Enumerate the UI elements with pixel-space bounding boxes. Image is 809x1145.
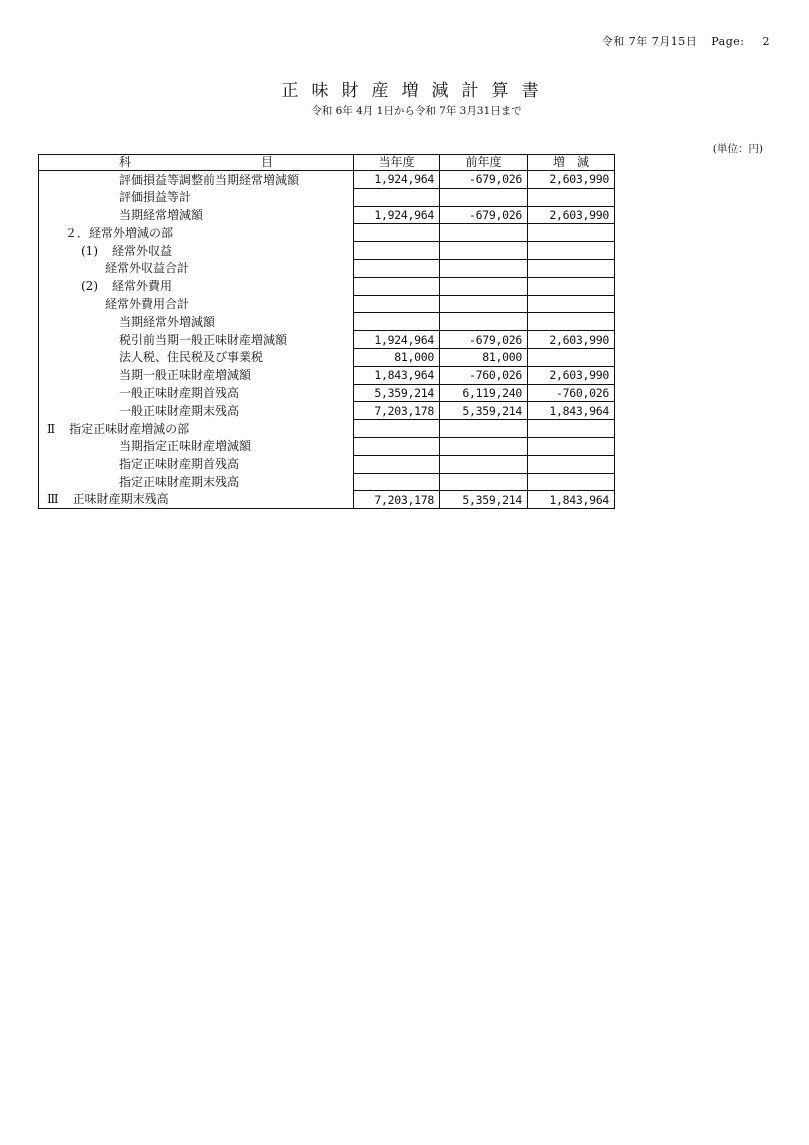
table-row (39, 295, 615, 313)
cell-current: 5,359,214 (354, 384, 440, 402)
cell-change: 1,843,964 (528, 491, 615, 509)
cell-change: 2,603,990 (528, 206, 615, 224)
cell-current: 1,924,964 (354, 171, 440, 189)
cell-change (528, 295, 615, 313)
row-label: 経常外費用 (112, 279, 173, 294)
page-number: 2 (762, 35, 770, 48)
row-label: 当期一般正味財産増減額 (39, 366, 354, 384)
cell-previous: -679,026 (440, 171, 528, 189)
cell-current (354, 242, 440, 260)
cell-change: 2,603,990 (528, 366, 615, 384)
cell-current: 1,924,964 (354, 331, 440, 349)
report-header-date (560, 33, 770, 49)
cell-previous: -679,026 (440, 206, 528, 224)
table-row (39, 277, 615, 295)
cell-change (528, 188, 615, 206)
cell-previous (440, 259, 528, 277)
table-row (39, 348, 615, 366)
cell-change (528, 242, 615, 260)
table-row (39, 259, 615, 277)
cell-change (528, 259, 615, 277)
row-label: 正味財産期末残高 (72, 492, 169, 507)
cell-previous: 5,359,214 (440, 402, 528, 420)
cell-change (528, 420, 615, 438)
table-row (39, 491, 615, 509)
cell-change: 2,603,990 (528, 331, 615, 349)
cell-current: 7,203,178 (354, 491, 440, 509)
column-header-item (39, 155, 354, 171)
row-label: 評価損益等調整前当期経常増減額 (39, 171, 354, 189)
section-heading: ２．経常外増減の部 (39, 224, 354, 242)
row-label: 当期指定正味財産増減額 (39, 437, 354, 455)
row-label-group (39, 277, 354, 295)
section-number: Ⅱ (47, 421, 56, 436)
cell-previous (440, 224, 528, 242)
cell-current (354, 473, 440, 491)
cell-current (354, 437, 440, 455)
table-row (39, 224, 615, 242)
cell-current: 7,203,178 (354, 402, 440, 420)
document-title: 正味財産増減計算書 (281, 81, 552, 101)
cell-current (354, 188, 440, 206)
row-label-group (39, 491, 354, 509)
page-label: Page: (711, 35, 745, 48)
cell-previous (440, 188, 528, 206)
table-row (39, 366, 615, 384)
cell-previous: -760,026 (440, 366, 528, 384)
cell-current (354, 277, 440, 295)
cell-change: 1,843,964 (528, 402, 615, 420)
table-row (39, 384, 615, 402)
cell-current: 1,924,964 (354, 206, 440, 224)
row-label-group (39, 420, 354, 438)
row-label: 経常外費用合計 (39, 295, 354, 313)
cell-current (354, 259, 440, 277)
row-label: 当期経常外増減額 (39, 313, 354, 331)
row-label: 一般正味財産期首残高 (39, 384, 354, 402)
row-number: (1) (81, 243, 98, 258)
table-row (39, 437, 615, 455)
table-row (39, 402, 615, 420)
report-period: 令和 6年 4月 1日から令和 7年 3月31日まで (311, 105, 522, 117)
table-row (39, 313, 615, 331)
table-row (39, 206, 615, 224)
cell-change (528, 313, 615, 331)
cell-previous (440, 277, 528, 295)
cell-previous (440, 473, 528, 491)
section-heading: 指定正味財産増減の部 (69, 421, 190, 436)
cell-previous (440, 295, 528, 313)
row-label: 当期経常増減額 (39, 206, 354, 224)
cell-previous: 6,119,240 (440, 384, 528, 402)
statement-table (38, 154, 615, 509)
column-header-item-left: 科 (118, 155, 131, 169)
cell-current (354, 313, 440, 331)
row-label: 指定正味財産期首残高 (39, 455, 354, 473)
table-row (39, 473, 615, 491)
row-label: 経常外収益 (112, 243, 173, 258)
cell-previous (440, 242, 528, 260)
row-label: 評価損益等計 (39, 188, 354, 206)
column-header-previous: 前年度 (440, 155, 528, 171)
cell-change (528, 224, 615, 242)
cell-current: 81,000 (354, 348, 440, 366)
section-number: Ⅲ (47, 492, 59, 507)
column-header-current: 当年度 (354, 155, 440, 171)
cell-change (528, 277, 615, 295)
row-label: 法人税、住民税及び事業税 (39, 348, 354, 366)
column-header-change: 増 減 (528, 155, 615, 171)
row-label-group (39, 242, 354, 260)
cell-change: 2,603,990 (528, 171, 615, 189)
row-number: (2) (81, 279, 98, 294)
row-label: 指定正味財産期末残高 (39, 473, 354, 491)
cell-previous: -679,026 (440, 331, 528, 349)
row-label: 一般正味財産期末残高 (39, 402, 354, 420)
table-row (39, 171, 615, 189)
cell-previous: 81,000 (440, 348, 528, 366)
table-row (39, 331, 615, 349)
table-row (39, 455, 615, 473)
cell-previous (440, 455, 528, 473)
cell-change: -760,026 (528, 384, 615, 402)
cell-previous (440, 437, 528, 455)
cell-change (528, 437, 615, 455)
column-header-item-right: 目 (261, 155, 274, 169)
table-row (39, 242, 615, 260)
cell-current (354, 224, 440, 242)
unit-label: (単位：円) (712, 143, 763, 155)
cell-change (528, 455, 615, 473)
report-date: 令和 7年 7月15日 (601, 35, 698, 48)
table-row (39, 188, 615, 206)
cell-previous (440, 313, 528, 331)
cell-current (354, 295, 440, 313)
cell-current (354, 420, 440, 438)
table-header-row (39, 155, 615, 171)
cell-previous (440, 420, 528, 438)
row-label: 税引前当期一般正味財産増減額 (39, 331, 354, 349)
cell-change (528, 473, 615, 491)
table-row (39, 420, 615, 438)
row-label: 経常外収益合計 (39, 259, 354, 277)
cell-current (354, 455, 440, 473)
cell-current: 1,843,964 (354, 366, 440, 384)
cell-change (528, 348, 615, 366)
cell-previous: 5,359,214 (440, 491, 528, 509)
